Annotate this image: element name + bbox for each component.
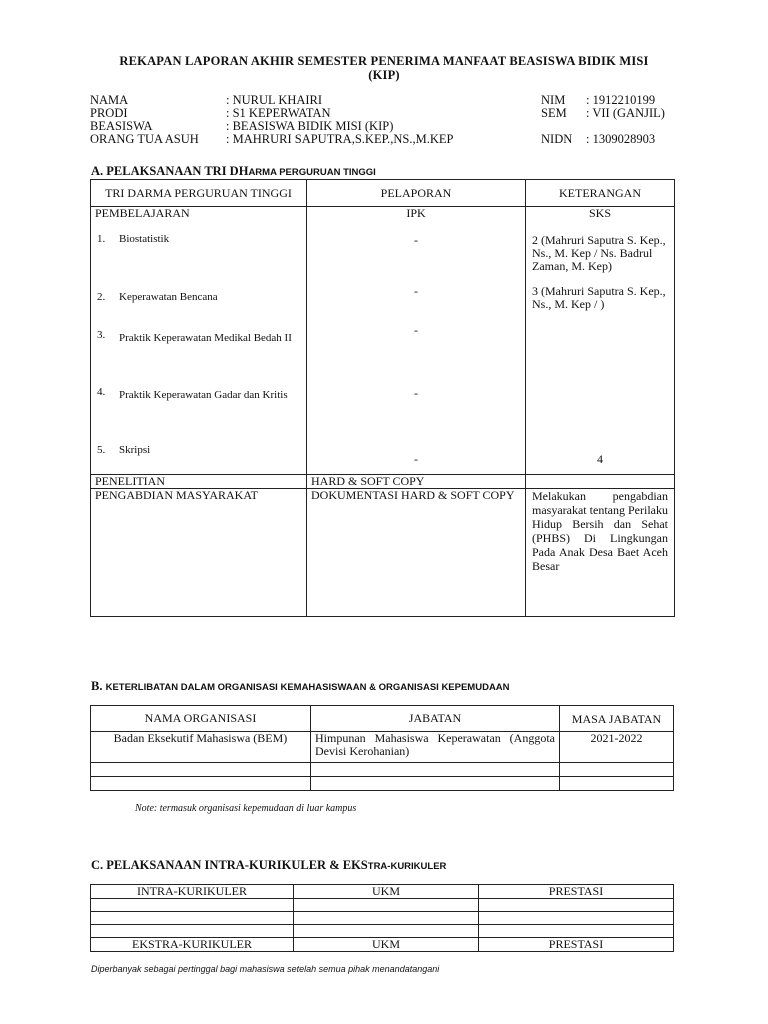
col-intra-header: INTRA-KURIKULER — [91, 885, 294, 899]
table-cell — [479, 925, 674, 938]
course-5-name: Skripsi — [119, 444, 151, 456]
table-cell — [91, 763, 311, 777]
table-cell — [294, 925, 479, 938]
table-cell — [479, 912, 674, 925]
section-c-heading — [91, 858, 446, 873]
ekstra-header-row — [91, 938, 674, 952]
nidn-value: : 1309028903 — [586, 132, 656, 146]
table-row — [91, 925, 674, 938]
course-3-name: Praktik Keperawatan Medikal Bedah II — [119, 332, 292, 344]
org-name: Badan Eksekutif Mahasiswa (BEM) — [91, 732, 311, 763]
ipk-label: IPK — [406, 206, 426, 220]
course-2-num: 2. — [97, 291, 106, 303]
table-row — [91, 777, 674, 791]
course-4-num: 4. — [97, 386, 106, 398]
beasiswa-value: : BEASISWA BIDIK MISI (KIP) — [226, 119, 394, 133]
pelaporan-cell — [307, 207, 526, 475]
penelitian-pelaporan: HARD & SOFT COPY — [307, 475, 526, 489]
table-cell — [560, 763, 674, 777]
organisasi-table — [90, 705, 674, 791]
table-row — [91, 763, 674, 777]
course-2-pelaporan: - — [414, 284, 418, 298]
pengabdian-row — [91, 489, 675, 617]
course-3-num: 3. — [97, 329, 106, 341]
course-5-keterangan: 4 — [597, 452, 603, 466]
pembelajaran-label: PEMBELAJARAN — [95, 206, 190, 220]
pengabdian-pelaporan: DOKUMENTASI HARD & SOFT COPY — [307, 489, 526, 617]
prodi-value: : S1 KEPERWATAN — [226, 106, 331, 120]
col-jabatan-header: JABATAN — [311, 706, 560, 732]
sem-value: : VII (GANJIL) — [586, 106, 665, 120]
nama-value: : NURUL KHAIRI — [226, 93, 323, 107]
pengabdian-label: PENGABDIAN MASYARAKAT — [91, 489, 307, 617]
org-masa: 2021-2022 — [560, 732, 674, 763]
course-3-pelaporan: - — [414, 323, 418, 337]
course-1-pelaporan: - — [414, 233, 418, 247]
section-b-heading — [91, 679, 510, 694]
table-cell — [294, 912, 479, 925]
course-1-name: Biostatistik — [119, 233, 170, 245]
org-jabatan: Himpunan Mahasiswa Keperawatan (Anggota Devisi Kerohanian) — [311, 732, 560, 763]
table-cell — [479, 899, 674, 912]
col-ukm-header-2: UKM — [294, 938, 479, 952]
course-4-name: Praktik Keperawatan Gadar dan Kritis — [119, 389, 288, 401]
course-4-pelaporan: - — [414, 386, 418, 400]
penelitian-row — [91, 475, 675, 489]
sks-label: SKS — [588, 206, 611, 220]
nidn-label: NIDN — [541, 132, 573, 146]
beasiswa-label: BEASISWA — [90, 119, 153, 133]
col-nama-organisasi-header: NAMA ORGANISASI — [91, 706, 311, 732]
orangtua-value: : MAHRURI SAPUTRA,S.KEP.,NS.,M.KEP — [226, 132, 454, 146]
col-masa-jabatan-header: MASA JABATAN — [560, 706, 674, 732]
table-row — [91, 912, 674, 925]
table-cell — [91, 925, 294, 938]
kurikuler-table — [90, 884, 674, 952]
nim-label: NIM — [541, 93, 566, 107]
table-cell — [560, 777, 674, 791]
course-5-num: 5. — [97, 444, 106, 456]
section-c-heading-main: C. PELAKSANAAN INTRA-KURIKULER & EKS — [91, 858, 368, 872]
course-2-keterangan: 3 (Mahruri Saputra S. Kep., Ns., M. Kep / ) — [532, 284, 666, 311]
pembelajaran-row — [91, 207, 675, 475]
course-1-keterangan: 2 (Mahruri Saputra S. Kep., Ns., M. Kep / Ns. Badrul Zaman, M. Kep) — [532, 233, 666, 273]
intra-header-row — [91, 885, 674, 899]
organisasi-note: Note: termasuk organisasi kepemudaan di luar kampus — [135, 803, 357, 814]
table-cell — [311, 777, 560, 791]
title-line-1: REKAPAN LAPORAN AKHIR SEMESTER PENERIMA MANFAAT BEASISWA BIDIK MISI — [119, 54, 649, 68]
penelitian-keterangan — [526, 475, 675, 489]
tri-darma-table — [90, 179, 675, 617]
col-ukm-header: UKM — [294, 885, 479, 899]
section-a-heading-small: ARMA PERGURUAN TINGGI — [248, 167, 376, 178]
pengabdian-keterangan: Melakukan pengabdian masyarakat tentang Perilaku Hidup Bersih dan Sehat (PHBS) Di Lingkungan Pada Anak Desa Baet Aceh Besar — [526, 489, 675, 617]
col-keterangan-header: KETERANGAN — [526, 180, 675, 207]
table-cell — [91, 912, 294, 925]
table-row — [91, 899, 674, 912]
table-header-row — [91, 180, 675, 207]
orangtua-label: ORANG TUA ASUH — [90, 132, 199, 146]
course-2-name: Keperawatan Bencana — [119, 291, 218, 303]
table-row — [91, 732, 674, 763]
course-1-num: 1. — [97, 233, 106, 245]
title-line-2: (KIP) — [368, 68, 400, 82]
prodi-label: PRODI — [90, 106, 128, 120]
keterangan-cell — [526, 207, 675, 475]
section-c-heading-small: TRA-KURIKULER — [367, 861, 447, 872]
section-b-heading-letter: B. — [91, 679, 103, 693]
table-cell — [311, 763, 560, 777]
section-a-heading — [91, 164, 376, 179]
col-tri-darma-header: TRI DARMA PERGURUAN TINGGI — [91, 180, 307, 207]
penelitian-label: PENELITIAN — [91, 475, 307, 489]
section-b-heading-text: KETERLIBATAN DALAM ORGANISASI KEMAHASISWAAN & ORGANISASI KEPEMUDAAN — [105, 682, 510, 693]
nama-label: NAMA — [90, 93, 129, 107]
nim-value: : 1912210199 — [586, 93, 656, 107]
course-5-pelaporan: - — [414, 452, 418, 466]
col-prestasi-header-2: PRESTASI — [479, 938, 674, 952]
section-a-heading-main: A. PELAKSANAAN TRI DH — [91, 164, 249, 178]
document-title — [60, 54, 708, 82]
col-pelaporan-header: PELAPORAN — [307, 180, 526, 207]
col-ekstra-header: EKSTRA-KURIKULER — [91, 938, 294, 952]
table-header-row — [91, 706, 674, 732]
table-cell — [91, 777, 311, 791]
sem-label: SEM — [541, 106, 567, 120]
footer-note: Diperbanyak sebagai pertinggal bagi mahasiswa setelah semua pihak menandatangani — [91, 964, 440, 974]
col-prestasi-header: PRESTASI — [479, 885, 674, 899]
pembelajaran-cell — [91, 207, 307, 475]
table-cell — [294, 899, 479, 912]
table-cell — [91, 899, 294, 912]
